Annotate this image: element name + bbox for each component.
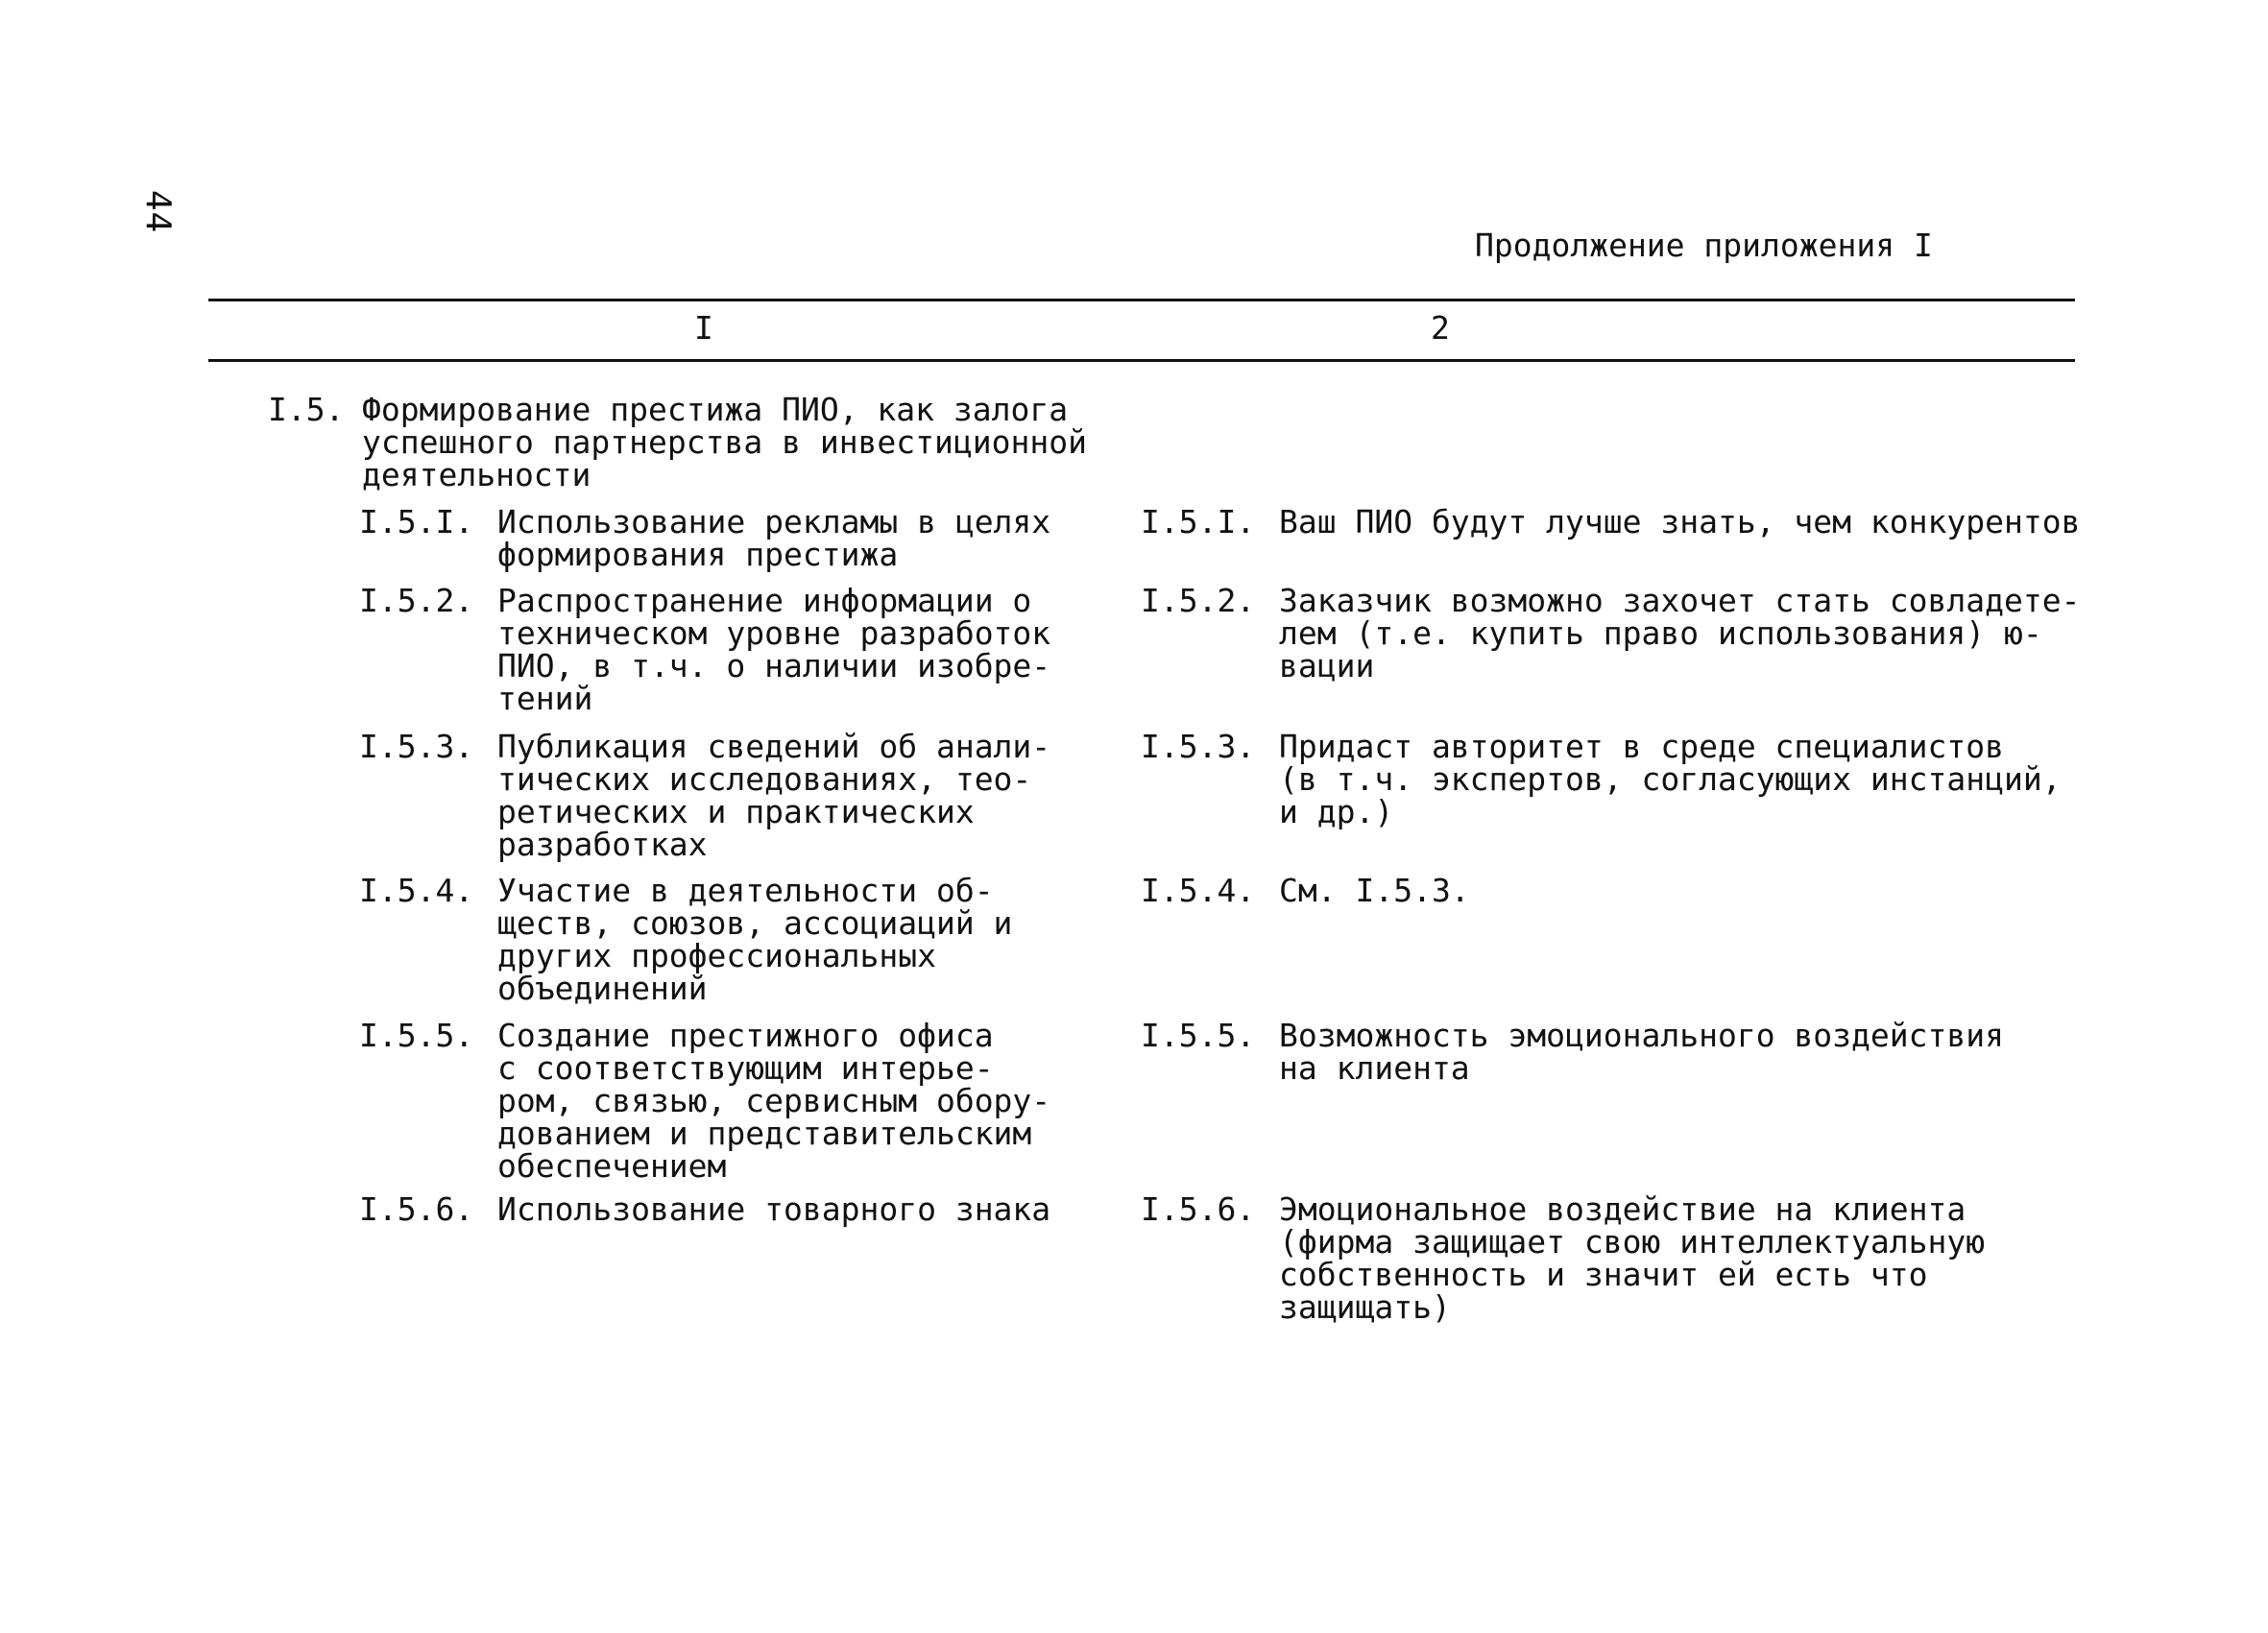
right-item-text: См. I.5.3.: [1279, 872, 1470, 909]
right-item-number: I.5.5.: [1141, 1017, 1256, 1054]
left-item-text: Использование товарного знака: [497, 1190, 1051, 1228]
left-item-number: I.5.I.: [359, 503, 474, 540]
left-item-text: Публикация сведений об анали- тических исследованиях, тео- ретических и практических разработках: [497, 728, 1051, 863]
right-item-number: I.5.3.: [1141, 728, 1256, 765]
left-item-number: I.5.4.: [359, 872, 474, 909]
left-item-text: Создание престижного офиса с соответствующим интерье- ром, связью, сервисным обору- дованием и представительским обеспечением: [497, 1017, 1051, 1185]
left-item-number: I.5.5.: [359, 1017, 474, 1054]
right-item-number: I.5.4.: [1141, 872, 1256, 909]
page-number: 44: [138, 189, 179, 234]
left-item-number: I.5.2.: [359, 582, 474, 619]
left-item-text: Участие в деятельности об- ществ, союзов, ассоциаций и других профессиональных объединений: [497, 872, 1013, 1007]
table-top-rule: [208, 299, 2075, 301]
left-item-text: Использование рекламы в целях формирования престижа: [497, 503, 1051, 573]
right-item-text: Ваш ПИО будут лучше знать, чем конкурентов: [1279, 503, 2081, 540]
right-item-text: Эмоциональное воздействие на клиента (фирма защищает свою интеллектуальную собственность и значит ей есть что защищать): [1279, 1190, 1986, 1326]
column-header-2: 2: [1431, 309, 1450, 347]
left-item-text: Распространение информации о техническом уровне разработок ПИО, в т.ч. о наличии изобре- тений: [497, 582, 1051, 717]
right-item-text: Возможность эмоционального воздействия на клиента: [1279, 1017, 2004, 1087]
left-item-number: I.5.6.: [359, 1190, 474, 1228]
section-text: Формирование престижа ПИО, как залога успешного партнерства в инвестиционной деятельности: [362, 391, 1087, 493]
right-item-text: Заказчик возможно захочет стать совладете- лем (т.е. купить право использования) ю- вации: [1279, 582, 2081, 684]
section-number: I.5.: [268, 391, 345, 428]
left-item-number: I.5.3.: [359, 728, 474, 765]
table-header-rule: [208, 359, 2075, 362]
right-item-number: I.5.I.: [1141, 503, 1256, 540]
right-item-number: I.5.6.: [1141, 1190, 1256, 1228]
right-item-text: Придаст авторитет в среде специалистов (в т.ч. экспертов, согласующих инстанций, и др.): [1279, 728, 2062, 830]
continuation-title: Продолжение приложения I: [1475, 227, 1933, 264]
right-item-number: I.5.2.: [1141, 582, 1256, 619]
column-header-1: I: [694, 309, 713, 347]
